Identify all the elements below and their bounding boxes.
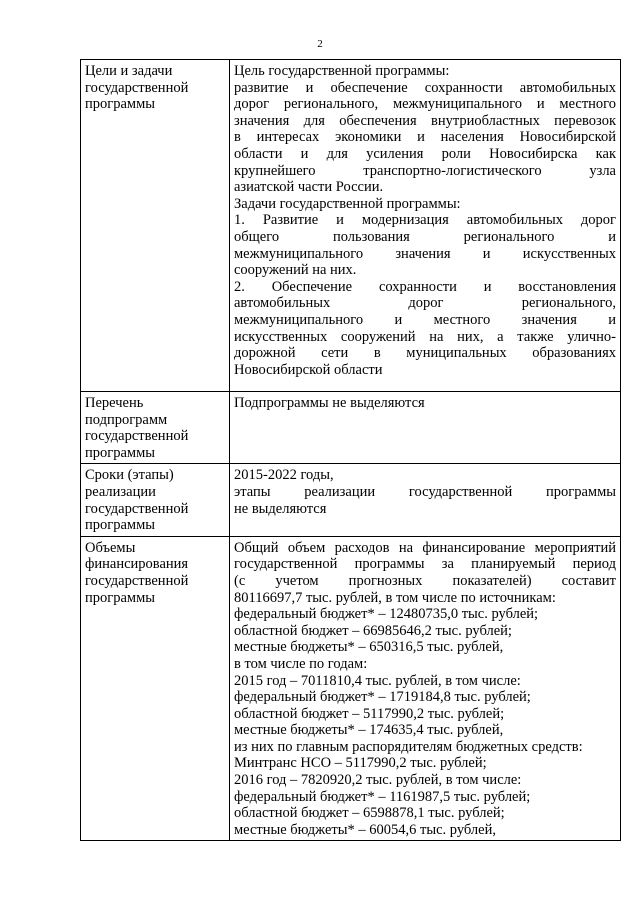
task-line: общего пользования регионального и — [234, 228, 616, 245]
value-subprograms — [230, 392, 621, 464]
funding-line: 2016 год – 7820920,2 тыс. рублей, в том числе: — [234, 772, 522, 789]
program-passport-table — [80, 59, 621, 841]
funding-line: 80116697,7 тыс. рублей, в том числе по источникам: — [234, 589, 556, 606]
goal-text-line: азиатской части России. — [234, 179, 384, 196]
funding-line: (с учетом прогнозных показателей) составит — [234, 572, 616, 589]
value-funding — [230, 536, 621, 841]
label-line: государственной — [85, 500, 189, 517]
page-number: 2 — [317, 38, 323, 50]
funding-line: местные бюджеты* – 650316,5 тыс. рублей, — [234, 639, 504, 656]
funding-line: областной бюджет – 66985646,2 тыс. рублей; — [234, 622, 512, 639]
goal-text-line: развитие и обеспечение сохранности автомобильных — [234, 79, 616, 96]
funding-line: местные бюджеты* – 60054,6 тыс. рублей, — [234, 821, 496, 838]
label-line: подпрограмм — [85, 411, 168, 428]
label-line: финансирования — [85, 556, 189, 573]
funding-line: 2015 год – 7011810,4 тыс. рублей, в том числе: — [234, 672, 521, 689]
goal-heading: Цель государственной программы: — [234, 63, 450, 79]
funding-line: Общий объем расходов на финансирование мероприятий — [234, 539, 616, 556]
task-line: автомобильных дорог регионального, — [234, 295, 616, 312]
label-funding — [81, 536, 230, 841]
subprograms-text: Подпрограммы не выделяются — [234, 395, 425, 411]
tasks-heading: Задачи государственной программы: — [234, 195, 461, 212]
goal-text-line: дорог регионального, межмуниципального и местного — [234, 96, 616, 113]
task-line: искусственных сооружений на них, а также улично- — [234, 328, 616, 345]
task-line: дорожной сети в муниципальных образованиях — [234, 345, 616, 362]
label-line: Сроки (этапы) — [85, 467, 174, 484]
terms-line: 2015-2022 годы, — [234, 467, 334, 484]
task-line: межмуниципального значения и искусственных — [234, 245, 616, 262]
goal-text-line: области и для усиления роли Новосибирска как — [234, 145, 616, 162]
label-line: Цели и задачи — [85, 63, 173, 79]
label-line: программы — [85, 444, 155, 461]
value-goals — [230, 60, 621, 392]
table-row-subprograms — [81, 392, 621, 464]
label-line: государственной — [85, 572, 189, 589]
funding-line: в том числе по годам: — [234, 655, 368, 672]
terms-line: этапы реализации государственной программы — [234, 483, 616, 500]
task-line: сооружений на них. — [234, 262, 357, 279]
funding-line: из них по главным распорядителям бюджетных средств: — [234, 738, 583, 755]
table-row-goals — [81, 60, 621, 392]
label-line: программы — [85, 517, 155, 534]
goal-text-line: в интересах экономики и населения Новосибирской — [234, 129, 616, 146]
funding-line: федеральный бюджет* – 1161987,5 тыс. рублей; — [234, 788, 531, 805]
goal-text-line: значения для обеспечения внутриобластных перевозок — [234, 112, 616, 129]
label-line: государственной — [85, 428, 189, 445]
table-row-terms — [81, 464, 621, 536]
label-line: Перечень — [85, 395, 144, 411]
funding-line: областной бюджет – 6598878,1 тыс. рублей; — [234, 805, 505, 822]
task-line: Новосибирской области — [234, 361, 383, 378]
task-line: 1. Развитие и модернизация автомобильных дорог — [234, 212, 616, 229]
funding-line: федеральный бюджет* – 12480735,0 тыс. рублей; — [234, 606, 539, 623]
funding-line: областной бюджет – 5117990,2 тыс. рублей; — [234, 705, 505, 722]
value-terms — [230, 464, 621, 536]
goal-text-line: крупнейшего транспортно-логистического узла — [234, 162, 616, 179]
label-line: государственной — [85, 79, 189, 96]
funding-line: Минтранс НСО – 5117990,2 тыс. рублей; — [234, 755, 487, 772]
task-line: межмуниципального и местного значения и — [234, 311, 616, 328]
label-subprograms — [81, 392, 230, 464]
label-line: программы — [85, 96, 155, 113]
funding-line: местные бюджеты* – 174635,4 тыс. рублей, — [234, 722, 504, 739]
task-line: 2. Обеспечение сохранности и восстановления — [234, 278, 616, 295]
funding-line: федеральный бюджет* – 1719184,8 тыс. рублей; — [234, 689, 531, 706]
funding-line: государственной программы за планируемый период — [234, 556, 616, 573]
label-goals — [81, 60, 230, 392]
label-line: Объемы — [85, 539, 136, 556]
label-line: реализации — [85, 483, 156, 500]
terms-line: не выделяются — [234, 500, 327, 517]
label-line: программы — [85, 589, 155, 606]
label-terms — [81, 464, 230, 536]
table-row-funding — [81, 536, 621, 841]
